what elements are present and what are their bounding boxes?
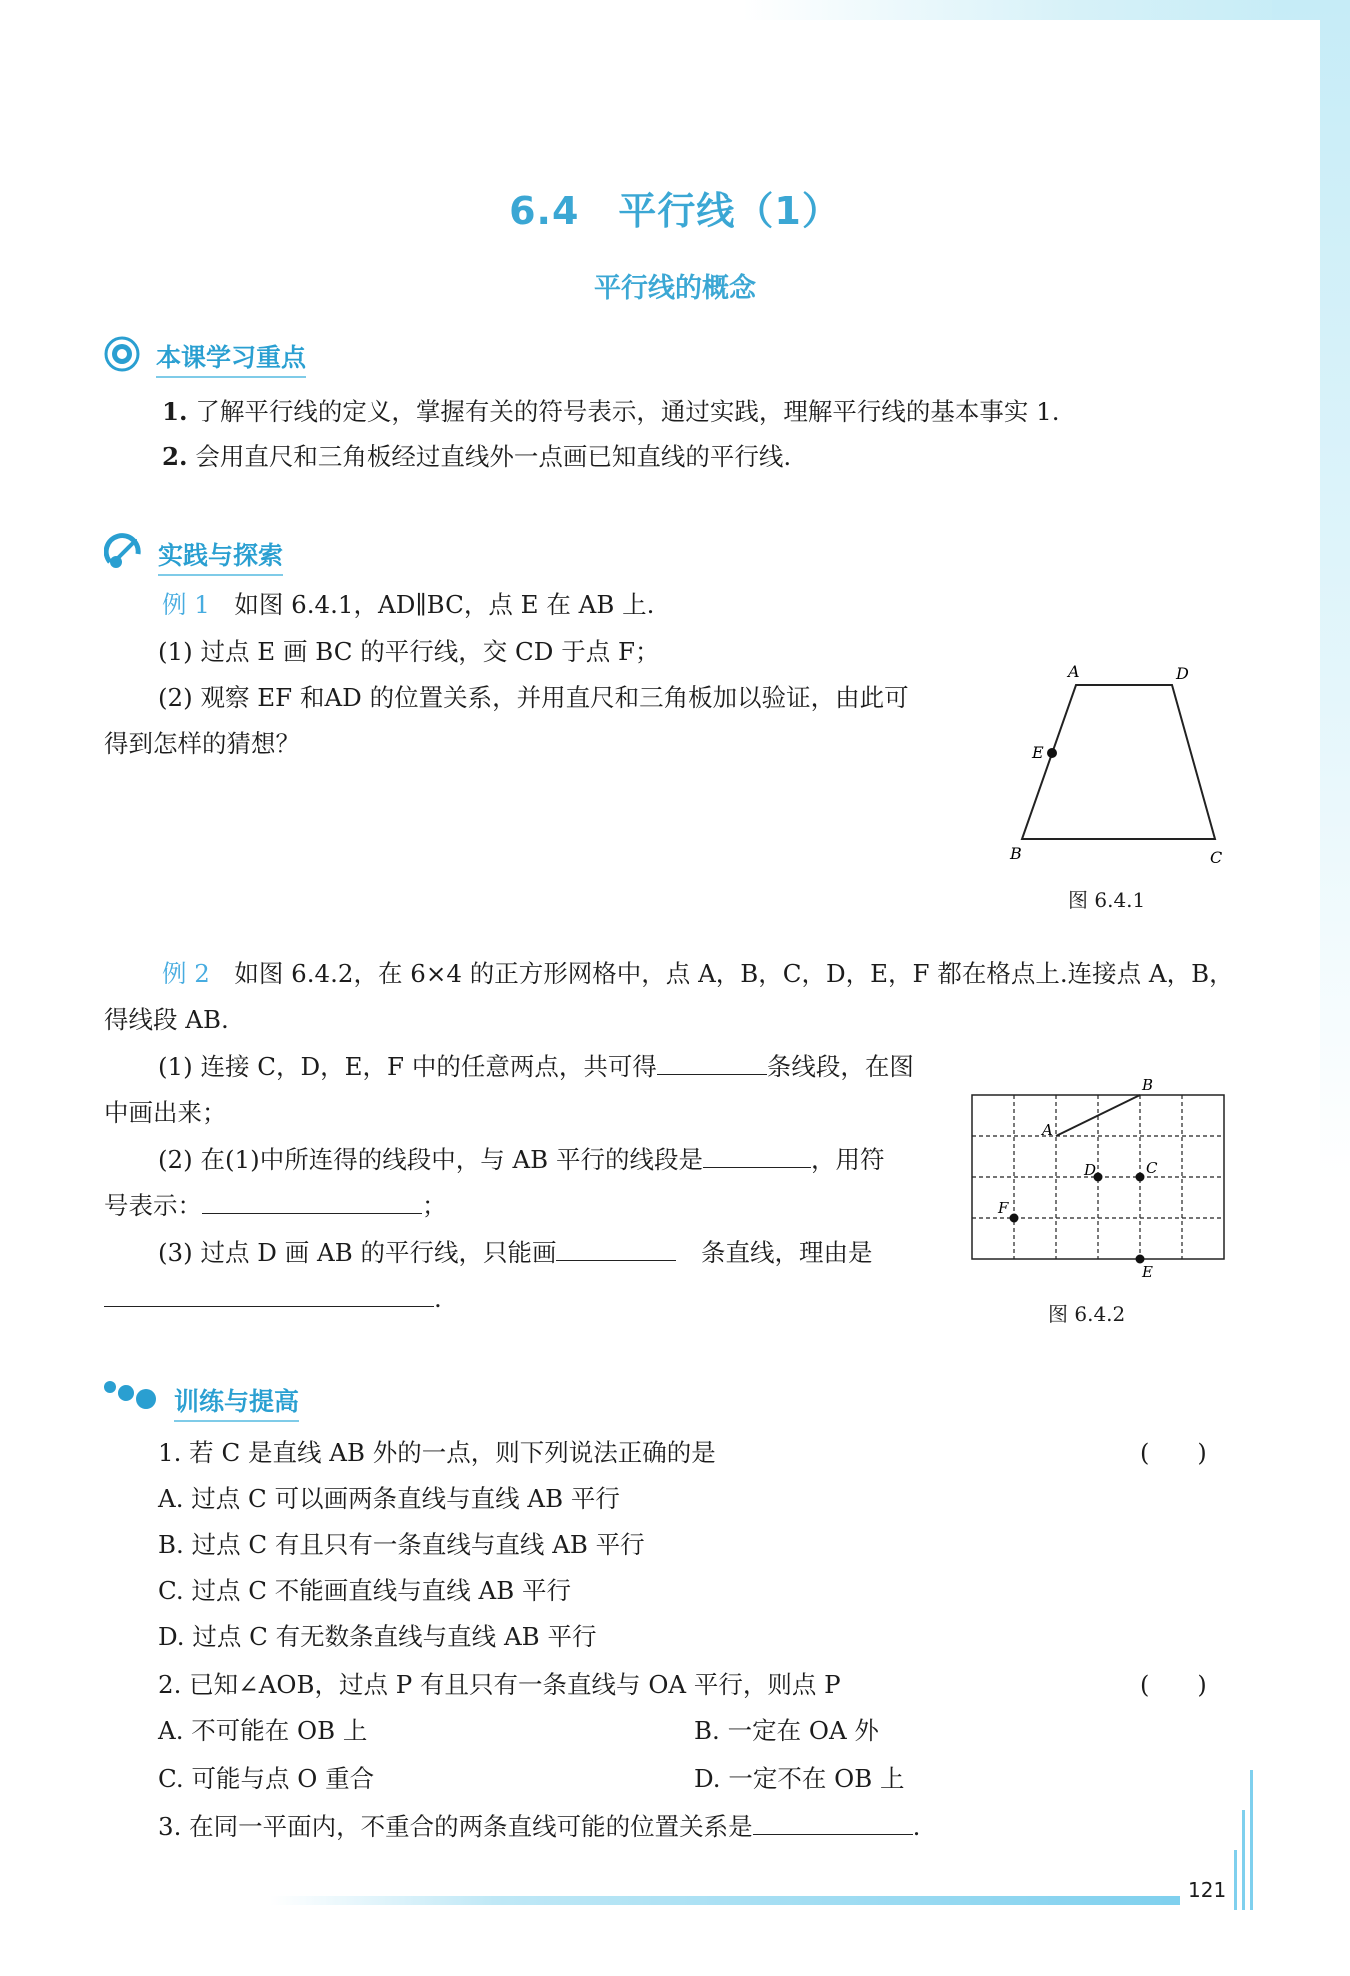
label-c: C <box>1146 1159 1158 1177</box>
example2-q3-cont: . <box>104 1282 442 1316</box>
example1-line3: (2) 观察 EF 和AD 的位置关系，并用直尺和三角板加以验证，由此可 <box>158 683 909 712</box>
figure-6-4-1-caption: 图 6.4.1 <box>1068 888 1146 912</box>
footer-stripe <box>1250 1770 1253 1910</box>
q1-option-b: B. 过点 C 有且只有一条直线与直线 AB 平行 <box>158 1530 645 1559</box>
q2-option-b: B. 一定在 OA 外 <box>694 1716 879 1745</box>
label-a: A <box>1068 662 1080 681</box>
point-f <box>1010 1214 1019 1223</box>
target-icon <box>104 336 140 376</box>
trapezoid-abcd <box>1022 685 1215 839</box>
label-e: E <box>1032 743 1044 762</box>
figure-6-4-2 <box>968 1075 1238 1299</box>
page-title: 6.4 平行线（1） <box>509 189 841 233</box>
q3-stem: 3. 在同一平面内，不重合的两条直线可能的位置关系是 . <box>158 1812 921 1841</box>
point-c <box>1136 1173 1145 1182</box>
section-heading-training: 训练与提高 <box>174 1382 299 1422</box>
label-a: A <box>1042 1121 1053 1139</box>
figure-6-4-2-caption: 图 6.4.2 <box>1048 1302 1126 1326</box>
q1-option-a: A. 过点 C 可以画两条直线与直线 AB 平行 <box>158 1484 620 1513</box>
page-subtitle: 平行线的概念 <box>594 273 756 304</box>
label-b: B <box>1142 1076 1154 1094</box>
blank-q1[interactable] <box>657 1050 767 1075</box>
blank-q2-segment[interactable] <box>703 1143 811 1168</box>
segment-ab <box>1056 1095 1140 1136</box>
example2-q3: (3) 过点 D 画 AB 的平行线，只能画 条直线，理由是 <box>158 1238 873 1267</box>
q1-option-c: C. 过点 C 不能画直线与直线 AB 平行 <box>158 1576 572 1605</box>
label-c: C <box>1210 848 1223 867</box>
q2-stem: 2. 已知∠AOB，过点 P 有且只有一条直线与 OA 平行，则点 P <box>158 1670 841 1699</box>
example1-line1: 例 1 如图 6.4.1，AD∥BC，点 E 在 AB 上. <box>162 590 655 619</box>
footer-stripe <box>1242 1810 1245 1910</box>
example2-q2-cont: 号表示： ； <box>104 1191 447 1220</box>
q1-answer-paren[interactable]: ( ) <box>1140 1439 1207 1467</box>
section-heading-practice: 实践与探索 <box>158 536 283 576</box>
example2-q1-cont: 中画出来； <box>104 1098 227 1127</box>
q2-option-a: A. 不可能在 OB 上 <box>158 1716 368 1745</box>
q1-option-d: D. 过点 C 有无数条直线与直线 AB 平行 <box>158 1622 597 1651</box>
example2-line1: 例 2 如图 6.4.2，在 6×4 的正方形网格中，点 A，B，C，D，E，F 都在格点上.连接点 A，B， <box>162 959 1234 988</box>
section-heading-focus: 本课学习重点 <box>156 338 306 378</box>
q2-answer-paren[interactable]: ( ) <box>1140 1671 1207 1699</box>
footer-bar <box>270 1896 1180 1905</box>
label-b: B <box>1010 844 1022 863</box>
focus-item-1: 1. 了解平行线的定义，掌握有关的符号表示，通过实践，理解平行线的基本事实 1. <box>162 397 1060 426</box>
practice-icon <box>104 532 144 576</box>
point-e <box>1047 748 1057 758</box>
label-e: E <box>1142 1263 1153 1281</box>
label-f: F <box>998 1199 1009 1217</box>
focus-item-2: 2. 会用直尺和三角板经过直线外一点画已知直线的平行线. <box>162 442 792 471</box>
label-d: D <box>1176 664 1189 683</box>
example2-line2: 得线段 AB. <box>104 1005 229 1034</box>
example2-q1: (1) 连接 C，D，E，F 中的任意两点，共可得 条线段，在图 <box>158 1052 914 1081</box>
training-icon <box>100 1377 166 1417</box>
blank-q3-reason[interactable] <box>104 1282 434 1307</box>
example1-line4: 得到怎样的猜想？ <box>104 729 300 758</box>
q1-stem: 1. 若 C 是直线 AB 外的一点，则下列说法正确的是 <box>158 1438 716 1467</box>
q2-option-d: D. 一定不在 OB 上 <box>694 1764 905 1793</box>
label-d: D <box>1084 1161 1097 1179</box>
figure-6-4-1 <box>1000 655 1250 879</box>
page-number: 121 <box>1188 1878 1227 1902</box>
footer-stripe <box>1234 1850 1237 1910</box>
blank-q2-symbol[interactable] <box>202 1189 422 1214</box>
blank-q3-count[interactable] <box>556 1236 676 1261</box>
q2-option-c: C. 可能与点 O 重合 <box>158 1764 375 1793</box>
example2-q2: (2) 在(1)中所连得的线段中，与 AB 平行的线段是 ，用符 <box>158 1145 885 1174</box>
blank-q3-relation[interactable] <box>753 1810 913 1835</box>
example1-line2: (1) 过点 E 画 BC 的平行线，交 CD 于点 F； <box>158 637 660 666</box>
